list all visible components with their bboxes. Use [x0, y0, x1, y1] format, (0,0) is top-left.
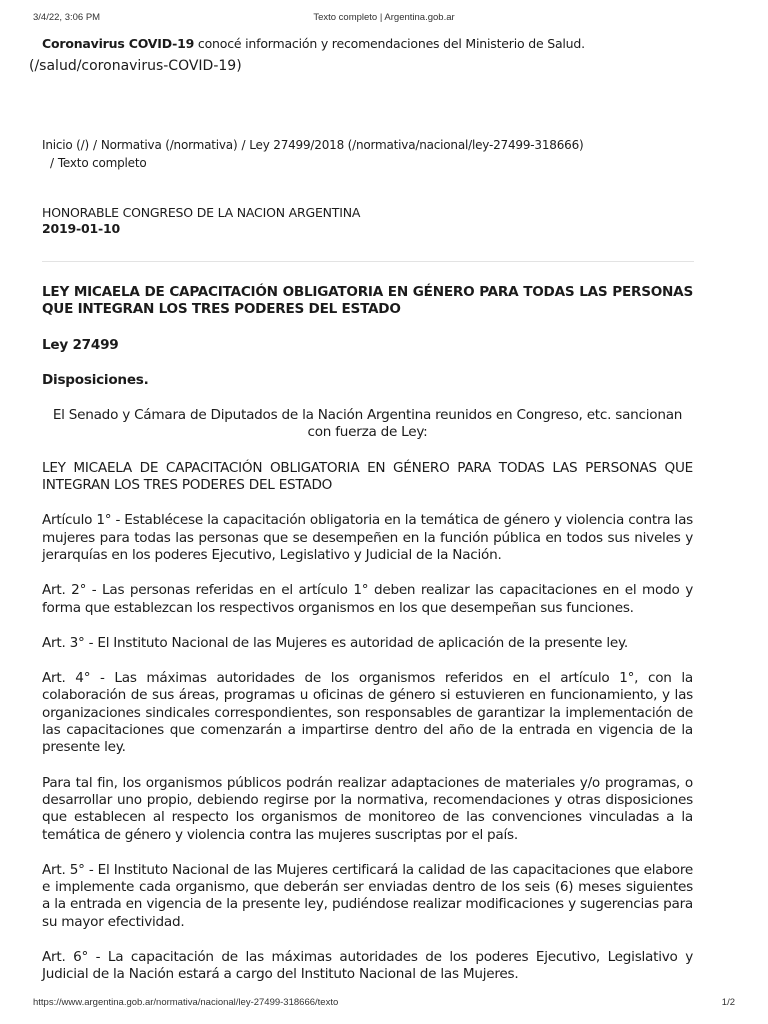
disposiciones-heading: Disposiciones.	[42, 371, 149, 388]
print-datetime: 3/4/22, 3:06 PM	[33, 12, 101, 23]
breadcrumb-separator: /	[50, 156, 54, 170]
breadcrumb-item-current: Texto completo	[57, 156, 147, 170]
print-footer	[33, 997, 735, 1008]
print-header	[33, 12, 735, 23]
article-5: Art. 5° - El Instituto Nacional de las Mujeres certificará la calidad de las capacitaciones que elabore e implemente cada organismo, que deberán ser enviadas dentro de los seis (6) meses siguientes a la entrada en vigencia de la presente ley, pudiéndose realizar modificaciones y sugerencias para su mayor efectividad.	[42, 861, 693, 930]
law-number: Ley 27499	[42, 336, 119, 353]
breadcrumb-item-inicio[interactable]: Inicio (/)	[42, 138, 89, 152]
preamble: El Senado y Cámara de Diputados de la Nación Argentina reunidos en Congreso, etc. sancionan con fuerza de Ley:	[52, 407, 683, 441]
covid-banner[interactable]	[42, 36, 585, 51]
article-4: Art. 4° - Las máximas autoridades de los organismos referidos en el artículo 1°, con la colaboración de sus áreas, programas u oficinas de género si estuvieren en funcionamiento, y las organizaciones sindicales correspondientes, son responsables de garantizar la implementación de las capacitaciones que comenzarán a impartirse dentro del año de la entrada en vigencia de la presente ley.	[42, 670, 693, 756]
divider	[42, 261, 694, 262]
breadcrumb-item-normativa[interactable]: Normativa (/normativa)	[100, 138, 238, 152]
article-3: Art. 3° - El Instituto Nacional de las Mujeres es autoridad de aplicación de la presente ley.	[42, 634, 628, 651]
covid-banner-text: conocé información y recomendaciones del Ministerio de Salud.	[197, 36, 585, 51]
issuer-block	[42, 205, 360, 237]
print-page-number: 1/2	[721, 997, 735, 1008]
print-url: https://www.argentina.gob.ar/normativa/nacional/ley-27499-318666/texto	[33, 997, 339, 1008]
document-body	[42, 284, 693, 1002]
covid-banner-title[interactable]: Coronavirus COVID-19	[42, 36, 195, 51]
article-4-paragraph-2: Para tal fin, los organismos públicos podrán realizar adaptaciones de materiales y/o programas, o desarrollar uno propio, debiendo regirse por la normativa, recomendaciones y otras disposiciones que establecen al respecto los organismos de monitoreo de las convenciones vinculadas a la temática de género y violencia contra las mujeres suscriptas por el país.	[42, 774, 693, 843]
covid-banner-link[interactable]: (/salud/coronavirus-COVID-19)	[29, 58, 242, 74]
article-1: Artículo 1° - Establécese la capacitación obligatoria en la temática de género y violencia contra las mujeres para todas las personas que se desempeñen en la función pública en todos sus niveles y jerarquías en los poderes Ejecutivo, Legislativo y Judicial de la Nación.	[42, 512, 693, 563]
breadcrumb-item-ley[interactable]: Ley 27499/2018 (/normativa/nacional/ley-27499-318666)	[249, 138, 584, 152]
breadcrumb-separator: /	[241, 138, 246, 152]
breadcrumb	[42, 136, 682, 172]
breadcrumb-separator: /	[92, 138, 97, 152]
document-title: LEY MICAELA DE CAPACITACIÓN OBLIGATORIA EN GÉNERO PARA TODAS LAS PERSONAS QUE INTEGRAN LOS TRES PODERES DEL ESTADO	[42, 284, 693, 318]
print-page-title: Texto completo | Argentina.gob.ar	[313, 12, 455, 23]
article-2: Art. 2° - Las personas referidas en el artículo 1° deben realizar las capacitaciones en el modo y forma que establezcan los respectivos organismos en los que desempeñan sus funciones.	[42, 582, 693, 616]
issuer-name: HONORABLE CONGRESO DE LA NACION ARGENTINA	[42, 205, 361, 220]
issuer-date: 2019-01-10	[42, 221, 120, 236]
document-title-repeat: LEY MICAELA DE CAPACITACIÓN OBLIGATORIA EN GÉNERO PARA TODAS LAS PERSONAS QUE INTEGRAN LOS TRES PODERES DEL ESTADO	[42, 459, 693, 494]
article-6: Art. 6° - La capacitación de las máximas autoridades de los poderes Ejecutivo, Legislativo y Judicial de la Nación estará a cargo del Instituto Nacional de las Mujeres.	[42, 949, 693, 983]
